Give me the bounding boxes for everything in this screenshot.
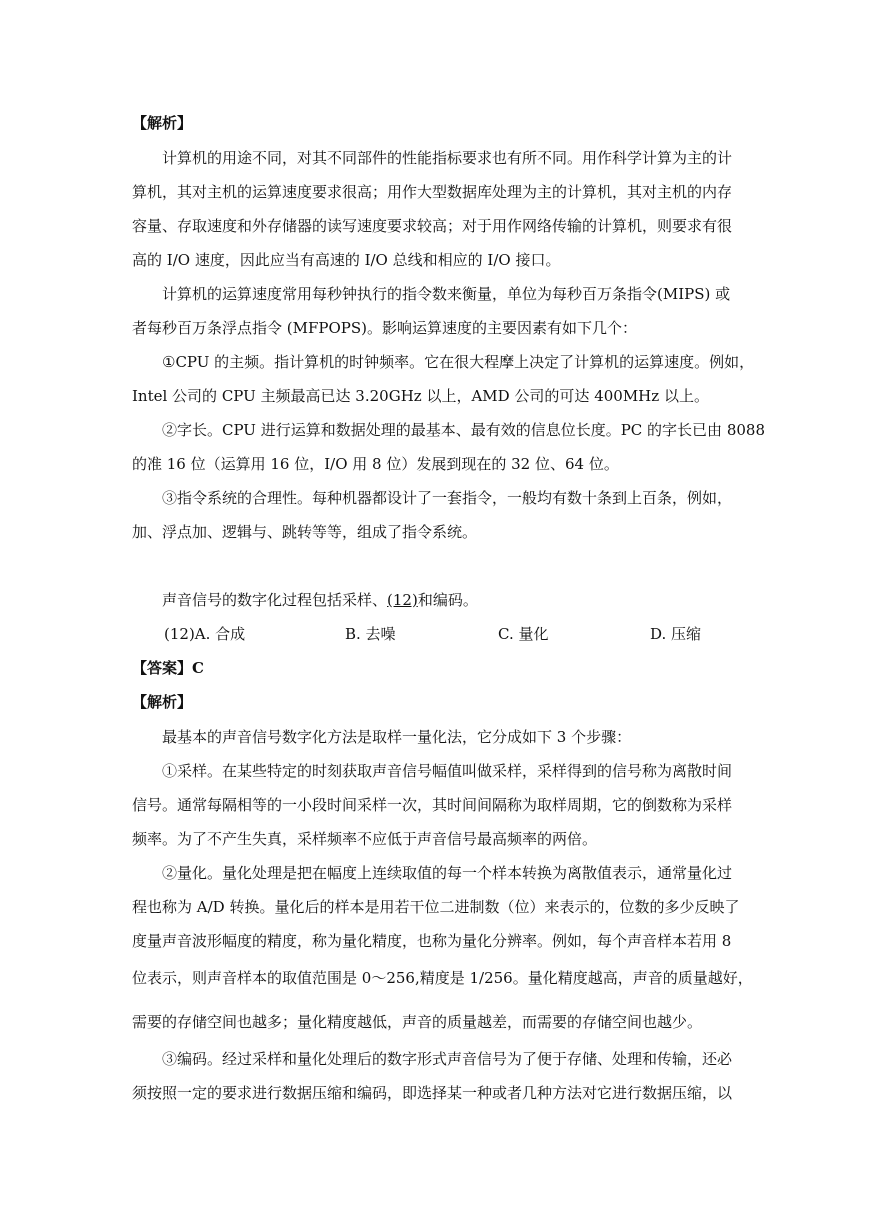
paragraph-line: ②量化。量化处理是把在幅度上连续取值的每一个样本转换为离散值表示，通常量化过 [162,864,733,882]
question-blank: (12) [387,591,418,609]
paragraph-line: 计算机的用途不同，对其不同部件的性能指标要求也有所不同。用作科学计算为主的计 [162,149,733,167]
paragraph-line: ③编码。经过采样和量化处理后的数字形式声音信号为了便于存储、处理和传输，还必 [162,1050,733,1068]
paragraph-line: 高的 I/O 速度，因此应当有高速的 I/O 总线和相应的 I/O 接口。 [132,251,561,269]
paragraph-line: ②字长。CPU 进行运算和数据处理的最基本、最有效的信息位长度。PC 的字长已由 8088 [162,421,765,439]
paragraph-line: 算机，其对主机的运算速度要求很高；用作大型数据库处理为主的计算机，其对主机的内存 [132,183,733,201]
paragraph-line: ①CPU 的主频。指计算机的时钟频率。它在很大程摩上决定了计算机的运算速度。例如， [162,353,755,371]
paragraph-line: 需要的存储空间也越多；量化精度越低，声音的质量越差，而需要的存储空间也越少。 [132,1013,703,1031]
analysis-heading-2: 【解析】 [132,693,193,711]
paragraph-line: 频率。为了不产生失真，采样频率不应低于声音信号最高频率的两倍。 [132,830,598,848]
question-stem-after: 和编码。 [417,591,478,609]
paragraph-line: 计算机的运算速度常用每秒钟执行的指令数来衡量，单位为每秒百万条指令(MIPS) 或 [162,285,731,303]
paragraph-line: ①采样。在某些特定的时刻获取声音信号幅值叫做采样，采样得到的信号称为离散时间 [162,762,733,780]
answer-label: 【答案】C [132,659,204,677]
question-stem [162,590,478,610]
paragraph-line: 加、浮点加、逻辑与、跳转等等，组成了指令系统。 [132,523,478,541]
paragraph-line: 最基本的声音信号数字化方法是取样一量化法，它分成如下 3 个步骤： [162,728,632,746]
option-d: D. 压缩 [650,625,702,643]
paragraph-line: ③指令系统的合理性。每种机器都设计了一套指令，一般均有数十条到上百条，例如， [162,489,733,507]
paragraph-line: 的准 16 位（运算用 16 位，I/O 用 8 位）发展到现在的 32 位、64 位。 [132,455,619,473]
option-c: C. 量化 [498,625,549,643]
question-stem-before: 声音信号的数字化过程包括采样、 [162,591,388,609]
paragraph-line: 信号。通常每隔相等的一小段时间采样一次，其时间间隔称为取样周期，它的倒数称为采样 [132,796,733,814]
analysis-heading-1: 【解析】 [132,114,193,132]
paragraph-line: 容量、存取速度和外存储器的读写速度要求较高；对于用作网络传输的计算机，则要求有很 [132,217,733,235]
paragraph-line: 者每秒百万条浮点指令 (MFPOPS)。影响运算速度的主要因素有如下几个： [132,319,638,337]
paragraph-line: 位表示，则声音样本的取值范围是 0～256,精度是 1/256。量化精度越高，声音的质量越好， [132,969,753,987]
option-a: (12)A. 合成 [164,625,246,643]
paragraph-line: 须按照一定的要求进行数据压缩和编码，即选择某一种或者几种方法对它进行数据压缩，以 [132,1084,733,1102]
paragraph-line: Intel 公司的 CPU 主频最高已达 3.20GHz 以上，AMD 公司的可达 400MHz 以上。 [132,387,709,405]
option-b: B. 去噪 [345,625,396,643]
paragraph-line: 程也称为 A/D 转换。量化后的样本是用若干位二进制数（位）来表示的，位数的多少反映了 [132,898,740,916]
paragraph-line: 度量声音波形幅度的精度，称为量化精度，也称为量化分辨率。例如，每个声音样本若用 8 [132,932,732,950]
